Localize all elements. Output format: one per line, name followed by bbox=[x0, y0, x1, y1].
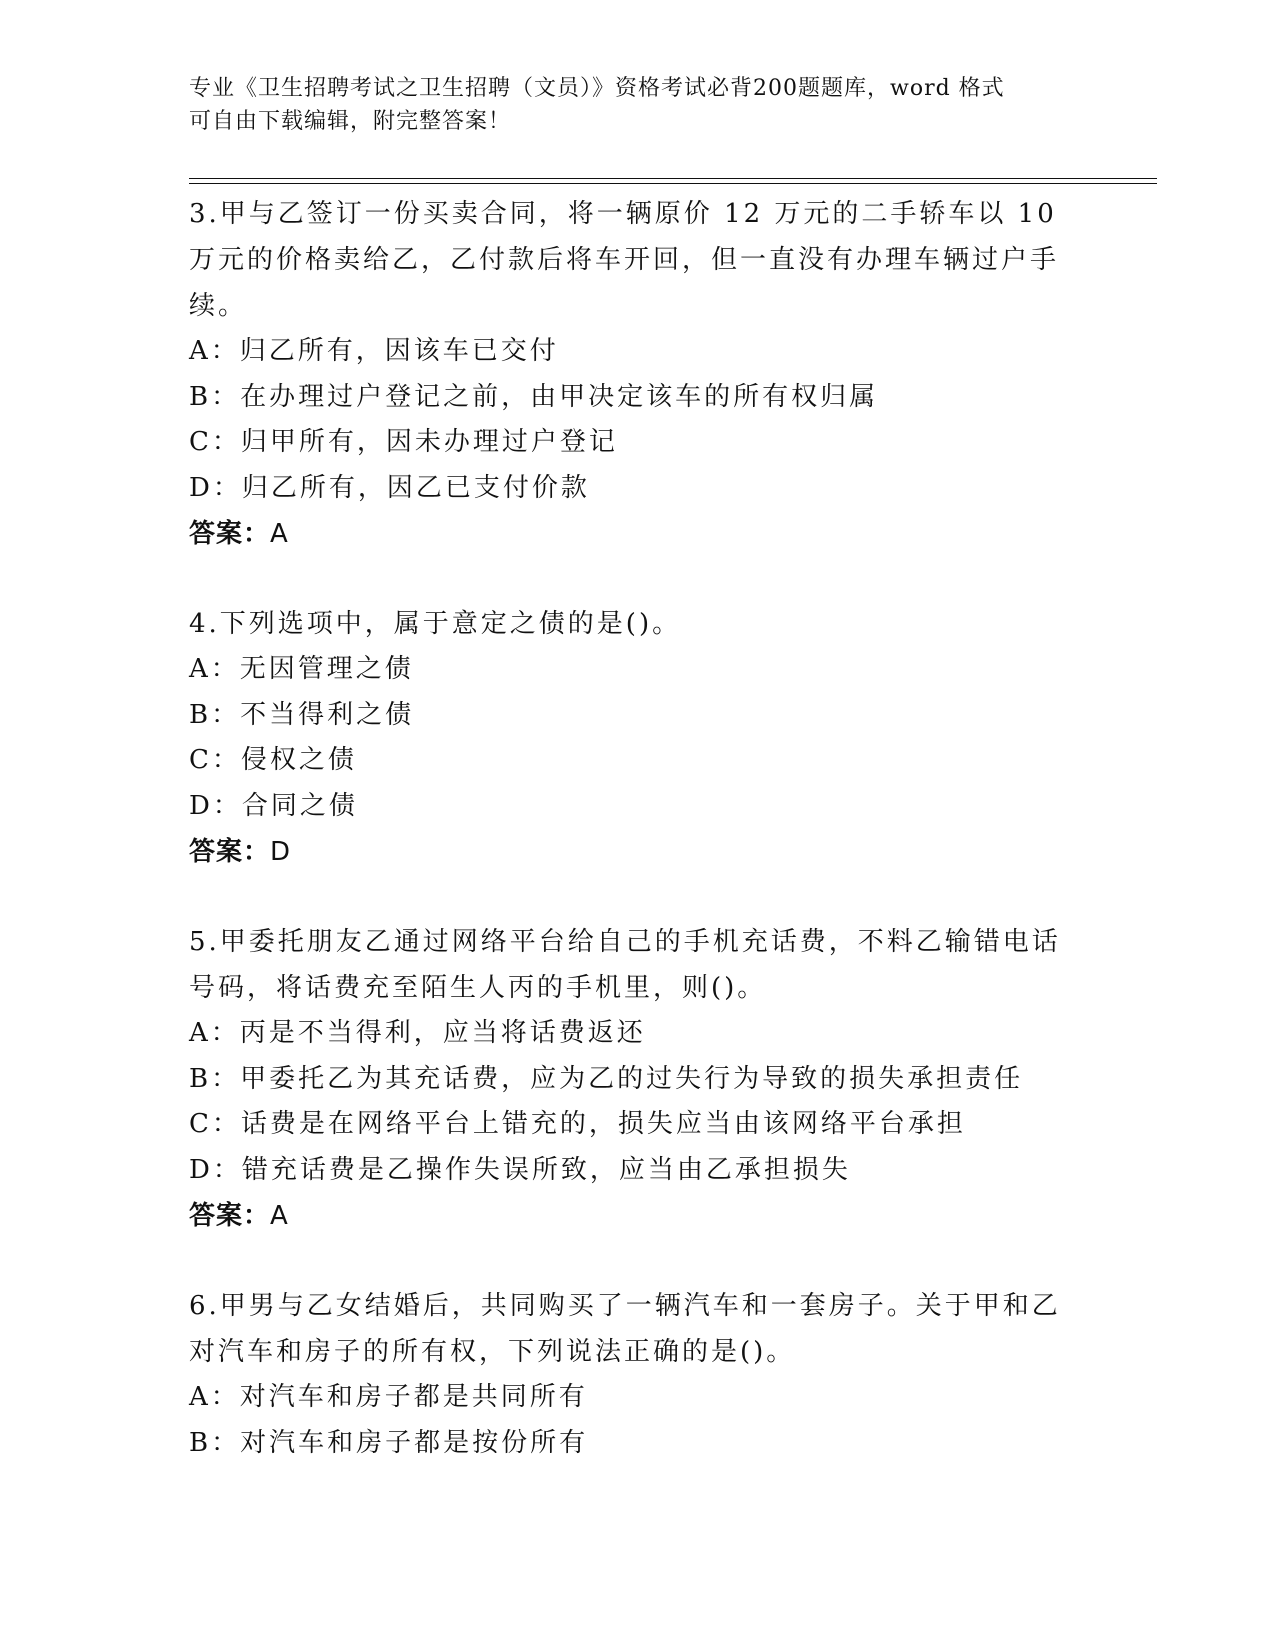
option-c: C：话费是在网络平台上错充的，损失应当由该网络平台承担 bbox=[189, 1109, 966, 1139]
header-line-1: 专业《卫生招聘考试之卫生招聘（文员）》资格考试必背200题题库，word 格式 bbox=[189, 76, 1005, 101]
question-list bbox=[189, 191, 1069, 1510]
header-line-2: 可自由下载编辑，附完整答案！ bbox=[189, 109, 512, 134]
answer-line bbox=[189, 1193, 1069, 1239]
option-b: B：对汽车和房子都是按份所有 bbox=[189, 1427, 589, 1458]
question-5 bbox=[189, 919, 1069, 1239]
answer-value: A bbox=[270, 519, 289, 549]
option-a: A：归乙所有，因该车已交付 bbox=[189, 336, 559, 366]
option-d: D：合同之债 bbox=[189, 790, 358, 821]
option-d: D：错充话费是乙操作失误所致，应当由乙承担损失 bbox=[189, 1154, 851, 1185]
question-3 bbox=[189, 191, 1069, 557]
answer-label: 答案： bbox=[189, 837, 271, 867]
answer-value: D bbox=[270, 837, 292, 867]
question-6 bbox=[189, 1283, 1069, 1466]
option-c: C：归甲所有，因未办理过户登记 bbox=[189, 427, 618, 457]
option-a: A：无因管理之债 bbox=[189, 654, 414, 684]
option-b: B：甲委托乙为其充话费，应为乙的过失行为导致的损失承担责任 bbox=[189, 1063, 1024, 1094]
question-stem: 6.甲男与乙女结婚后，共同购买了一辆汽车和一套房子。关于甲和乙对汽车和房子的所有权，下列说法正确的是()。 bbox=[189, 1291, 1061, 1367]
question-4 bbox=[189, 601, 1069, 875]
answer-label: 答案： bbox=[189, 1201, 271, 1231]
question-stem: 5.甲委托朋友乙通过网络平台给自己的手机充话费，不料乙输错电话号码，将话费充至陌生人丙的手机里，则()。 bbox=[189, 927, 1061, 1003]
answer-value: A bbox=[270, 1201, 289, 1231]
answer-line bbox=[189, 829, 1069, 875]
question-stem: 4.下列选项中，属于意定之债的是()。 bbox=[189, 609, 682, 639]
header-divider-top bbox=[189, 178, 1157, 179]
option-c: C：侵权之债 bbox=[189, 745, 357, 775]
answer-line bbox=[189, 511, 1069, 557]
option-a: A：对汽车和房子都是共同所有 bbox=[189, 1382, 588, 1412]
answer-label: 答案： bbox=[189, 519, 271, 549]
option-d: D：归乙所有，因乙已支付价款 bbox=[189, 472, 590, 503]
header-divider-bottom bbox=[189, 183, 1157, 184]
question-stem: 3.甲与乙签订一份买卖合同，将一辆原价 12 万元的二手轿车以 10 万元的价格卖给乙，乙付款后将车开回，但一直没有办理车辆过户手续。 bbox=[189, 199, 1060, 321]
option-a: A：丙是不当得利，应当将话费返还 bbox=[189, 1018, 646, 1048]
option-b: B：在办理过户登记之前，由甲决定该车的所有权归属 bbox=[189, 381, 879, 412]
option-b: B：不当得利之债 bbox=[189, 699, 415, 730]
document-header bbox=[189, 72, 1069, 138]
